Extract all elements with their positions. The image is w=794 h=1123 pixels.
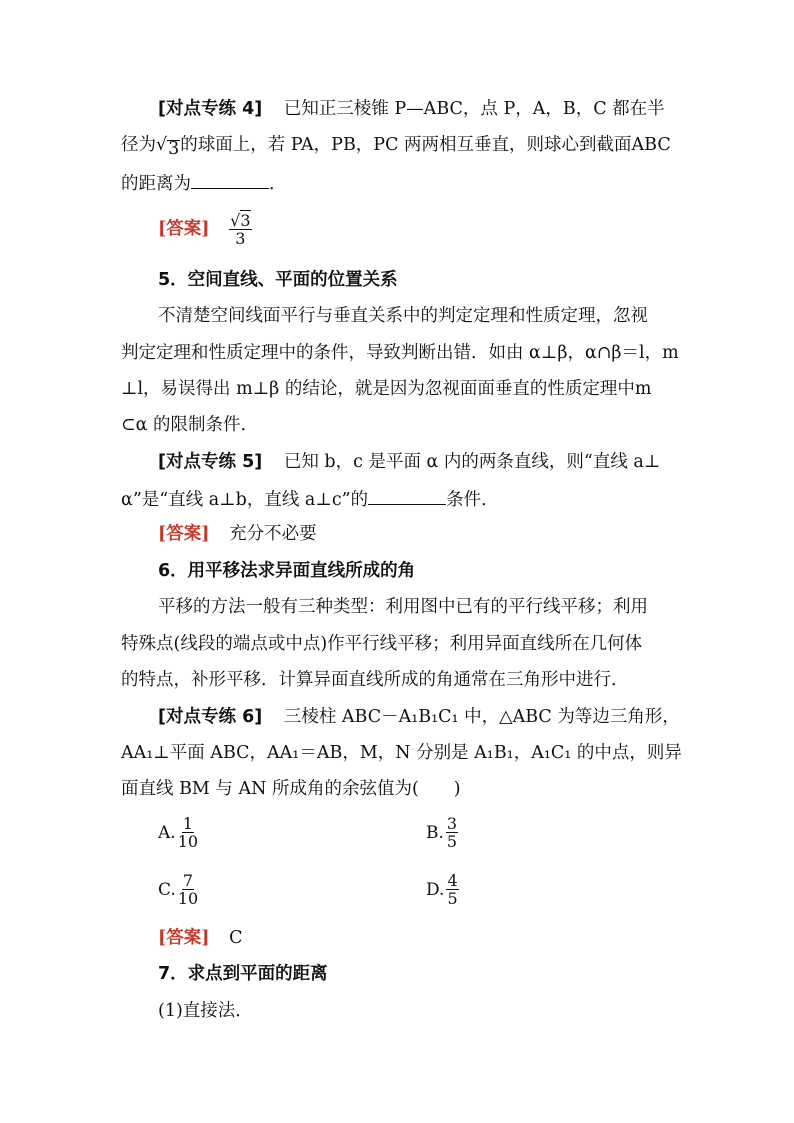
option-d-denominator: 5 (447, 889, 458, 908)
section-5-line-1: 不清楚空间线面平行与垂直关系中的判定定理和性质定理，忽视 (158, 306, 648, 326)
answer-text: 充分不必要 (229, 524, 317, 544)
practice-4-text-3: 的距离为 (121, 174, 191, 194)
section-5-line-4: ⊂α 的限制条件． (121, 415, 259, 435)
practice-4-text-2a: 径为 (121, 135, 156, 155)
practice-4-line-1 (158, 97, 665, 121)
sqrt-radicand: 3 (168, 139, 180, 159)
section-6-heading: 6．用平移法求异面直线所成的角 (158, 561, 416, 581)
option-a[interactable] (158, 815, 200, 850)
practice-5-line-2 (121, 486, 499, 512)
answer-blank (368, 486, 446, 505)
practice-4-text-3-end: ． (269, 174, 287, 194)
practice-6-answer (158, 926, 243, 950)
option-b-fraction (446, 815, 458, 850)
practice-4-text-2c: 的球面上，若 PA，PB，PC 两两相互垂直，则球心到截面ABC (180, 135, 671, 155)
section-5-line-2: 判定定理和性质定理中的条件，导致判断出错．如由 α⊥β，α∩β＝l，m (121, 343, 679, 363)
answer-blank (191, 170, 269, 189)
fraction-numerator-radicand: 3 (240, 211, 251, 230)
practice-4-tag: [对点专练 4] (158, 99, 263, 119)
practice-6-line-3: 面直线 BM 与 AN 所成角的余弦值为( ) (121, 779, 461, 799)
option-a-fraction (178, 815, 198, 850)
practice-4-text-1: 已知正三棱锥 P—ABC，点 P，A，B，C 都在半 (283, 99, 665, 119)
practice-6-tag: [对点专练 6] (158, 707, 263, 727)
practice-5-line-1 (158, 450, 660, 474)
practice-4-line-2 (121, 133, 671, 157)
option-d-label: D. (426, 879, 445, 900)
option-d-numerator: 4 (447, 871, 458, 890)
practice-5-text-2a: α”是“直线 a⊥b，直线 a⊥c”的 (121, 490, 369, 510)
option-c-label: C. (158, 879, 176, 900)
practice-6-line-1 (158, 705, 680, 729)
practice-4-answer (158, 212, 254, 247)
practice-5-text-1: 已知 b，c 是平面 α 内的两条直线，则“直线 a⊥ (283, 452, 661, 472)
section-6-line-2: 特殊点(线段的端点或中点)作平行线平移；利用异面直线所在几何体 (121, 634, 643, 654)
option-a-label: A. (158, 822, 176, 843)
option-a-denominator: 10 (177, 832, 199, 851)
option-d[interactable] (426, 872, 461, 907)
practice-5-text-2b: 条件． (446, 490, 499, 510)
option-c-denominator: 10 (177, 889, 199, 908)
practice-5-tag: [对点专练 5] (158, 452, 263, 472)
option-b-denominator: 5 (446, 832, 458, 851)
option-a-numerator: 1 (182, 814, 193, 833)
answer-tag: [答案] (158, 928, 210, 948)
answer-fraction (229, 212, 251, 247)
fraction-numerator: √3 (230, 211, 251, 230)
option-b-label: B. (426, 822, 444, 843)
option-c[interactable] (158, 872, 200, 907)
section-7-line-1: (1)直接法． (158, 1001, 253, 1021)
answer-text: C (229, 928, 243, 948)
section-7-heading: 7．求点到平面的距离 (158, 964, 328, 984)
option-c-numerator: 7 (182, 871, 194, 890)
option-b-numerator: 3 (446, 814, 458, 833)
option-c-fraction (178, 872, 198, 907)
practice-6-text-1: 三棱柱 ABC－A₁B₁C₁ 中，△ABC 为等边三角形， (283, 707, 680, 727)
fraction-denominator: 3 (235, 229, 246, 248)
practice-5-answer (158, 522, 317, 546)
answer-tag: [答案] (158, 524, 210, 544)
practice-6-line-2: AA₁⊥平面 ABC，AA₁＝AB，M，N 分别是 A₁B₁，A₁C₁ 的中点，则异 (121, 743, 682, 763)
practice-4-line-3 (121, 170, 287, 196)
section-6-line-3: 的特点，补形平移．计算异面直线所成的角通常在三角形中进行． (121, 670, 629, 690)
section-5-line-3: ⊥l，易误得出 m⊥β 的结论，就是因为忽视面面垂直的性质定理中m (121, 379, 652, 399)
answer-tag: [答案] (158, 219, 210, 239)
option-d-fraction (446, 872, 458, 907)
section-6-line-1: 平移的方法一般有三种类型：利用图中已有的平行线平移；利用 (158, 597, 648, 617)
option-b[interactable] (426, 815, 460, 850)
section-5-heading: 5．空间直线、平面的位置关系 (158, 270, 398, 290)
sqrt-symbol: √ 3 (156, 135, 180, 159)
